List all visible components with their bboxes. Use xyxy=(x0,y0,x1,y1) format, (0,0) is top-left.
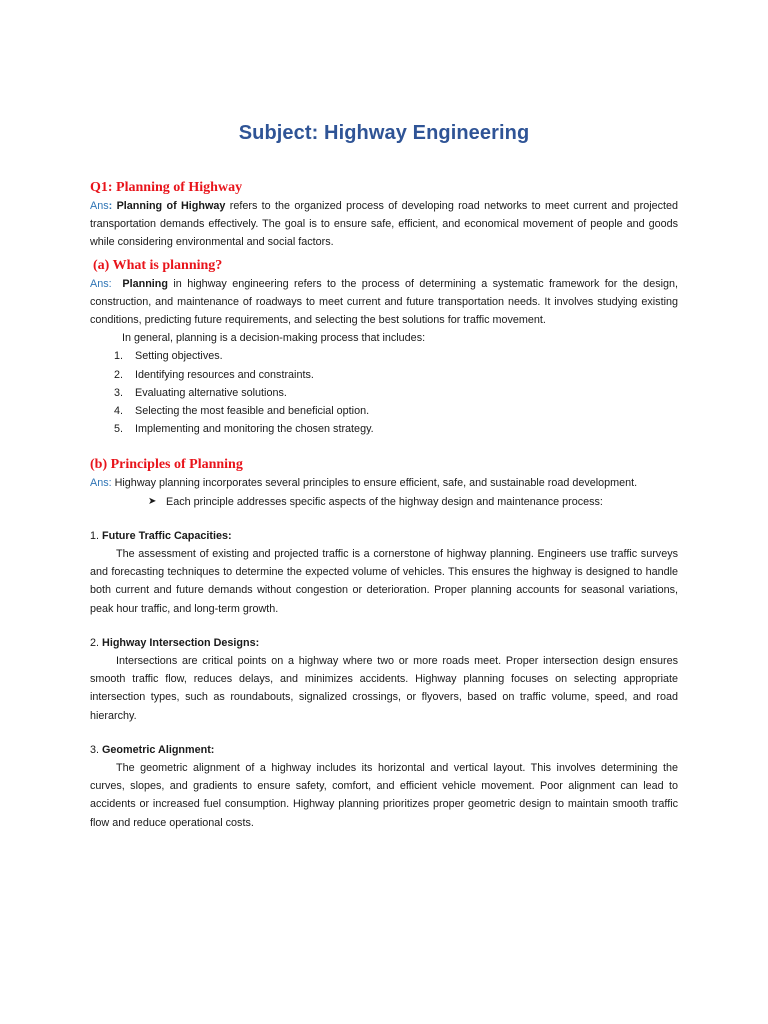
principle-number: 1. xyxy=(90,529,103,542)
list-item xyxy=(114,347,678,365)
principle-title: Future Traffic Capacities: xyxy=(102,529,232,542)
principle-title: Highway Intersection Designs: xyxy=(102,636,260,649)
step-number: 5. xyxy=(114,423,124,436)
qa-intro: In general, planning is a decision-making process that includes: xyxy=(122,332,426,345)
q1-answer-text: refers to the organized process of developing road networks to meet current and projected transportation demands effectively. The goal is to ensure safe, efficient, and economical movement of people and goods while considering environmental and social factors. xyxy=(90,200,679,249)
planning-steps-list xyxy=(114,347,678,438)
principle-section xyxy=(90,527,678,618)
q1-answer xyxy=(90,197,678,252)
list-item xyxy=(114,420,678,438)
principle-body: Intersections are critical points on a highway where two or more roads meet. Proper intersection design ensures smooth traffic flow, reduces delays, and minimizes accidents. Highway planning focuses on selecting appropriate intersection types, such as roundabouts, signalized crossings, or flyovers, based on traffic volume, speed, and road hierarchy. xyxy=(90,655,678,722)
qa-answer xyxy=(90,275,678,330)
list-item xyxy=(114,402,678,420)
qb-ans-label: Ans: xyxy=(90,477,112,490)
arrow-bullet-row xyxy=(90,493,678,511)
principle-section xyxy=(90,634,678,725)
step-number: 3. xyxy=(114,386,124,399)
principle-heading xyxy=(90,527,678,545)
q1-ans-label: Ans xyxy=(90,200,109,212)
page-title: Subject: Highway Engineering xyxy=(238,122,530,144)
principle-body: The assessment of existing and projected traffic is a cornerstone of highway planning. Engineers use traffic surveys and forecasting techniques to determine the expected volume of vehicles. This ensures the highway is designed to handle both current and future demands without congestion or deterioration. Proper planning accounts for seasonal variations, peak hour traffic, and long-term growth. xyxy=(90,548,678,615)
principle-title: Geometric Alignment: xyxy=(102,743,215,756)
qa-heading: (a) What is planning? xyxy=(93,257,223,273)
step-number: 4. xyxy=(114,405,124,418)
qa-answer-text: in highway engineering refers to the process of determining a systematic framework for the design, construction, and maintenance of roadways to meet current and future transportation needs. It involves studying existing conditions, predicting future requirements, and selecting the best solutions for traffic movement. xyxy=(90,277,678,327)
step-text: Identifying resources and constraints. xyxy=(135,368,314,381)
qb-heading: (b) Principles of Planning xyxy=(90,457,243,473)
q1-heading: Q1: Planning of Highway xyxy=(90,180,243,195)
list-item xyxy=(114,384,678,402)
qa-section xyxy=(90,257,678,439)
arrow-bullet-text: Each principle addresses specific aspects of the highway design and maintenance process: xyxy=(166,495,603,508)
qa-bold-term: Planning xyxy=(122,277,168,290)
q1-bold-term: Planning of Highway xyxy=(116,200,226,212)
q1-section xyxy=(90,179,678,252)
qb-answer xyxy=(90,474,678,492)
qb-answer-text: Highway planning incorporates several principles to ensure efficient, safe, and sustainable road development. xyxy=(111,477,638,490)
step-text: Setting objectives. xyxy=(135,350,223,363)
principle-heading xyxy=(90,741,678,759)
principle-heading xyxy=(90,634,678,652)
arrow-bullet-icon: ➤ xyxy=(148,495,157,507)
principle-number: 2. xyxy=(90,636,103,649)
step-text: Implementing and monitoring the chosen strategy. xyxy=(135,423,374,436)
step-number: 2. xyxy=(114,368,124,381)
qa-ans-label: Ans: xyxy=(90,277,112,290)
principle-number: 3. xyxy=(90,743,103,756)
step-text: Evaluating alternative solutions. xyxy=(135,386,287,399)
principle-section xyxy=(90,741,678,832)
step-text: Selecting the most feasible and beneficial option. xyxy=(135,405,370,418)
list-item xyxy=(114,366,678,384)
qb-section xyxy=(90,456,678,831)
q1-ans-colon: : xyxy=(108,200,113,212)
step-number: 1. xyxy=(114,350,124,363)
principle-body: The geometric alignment of a highway includes its horizontal and vertical layout. This involves determining the curves, slopes, and gradients to ensure safety, comfort, and efficient vehicle movement. Poor alignment can lead to accidents or increased fuel consumption. Highway planning prioritizes proper geometric design to maintain smooth traffic flow and reduce operational costs. xyxy=(90,762,678,829)
